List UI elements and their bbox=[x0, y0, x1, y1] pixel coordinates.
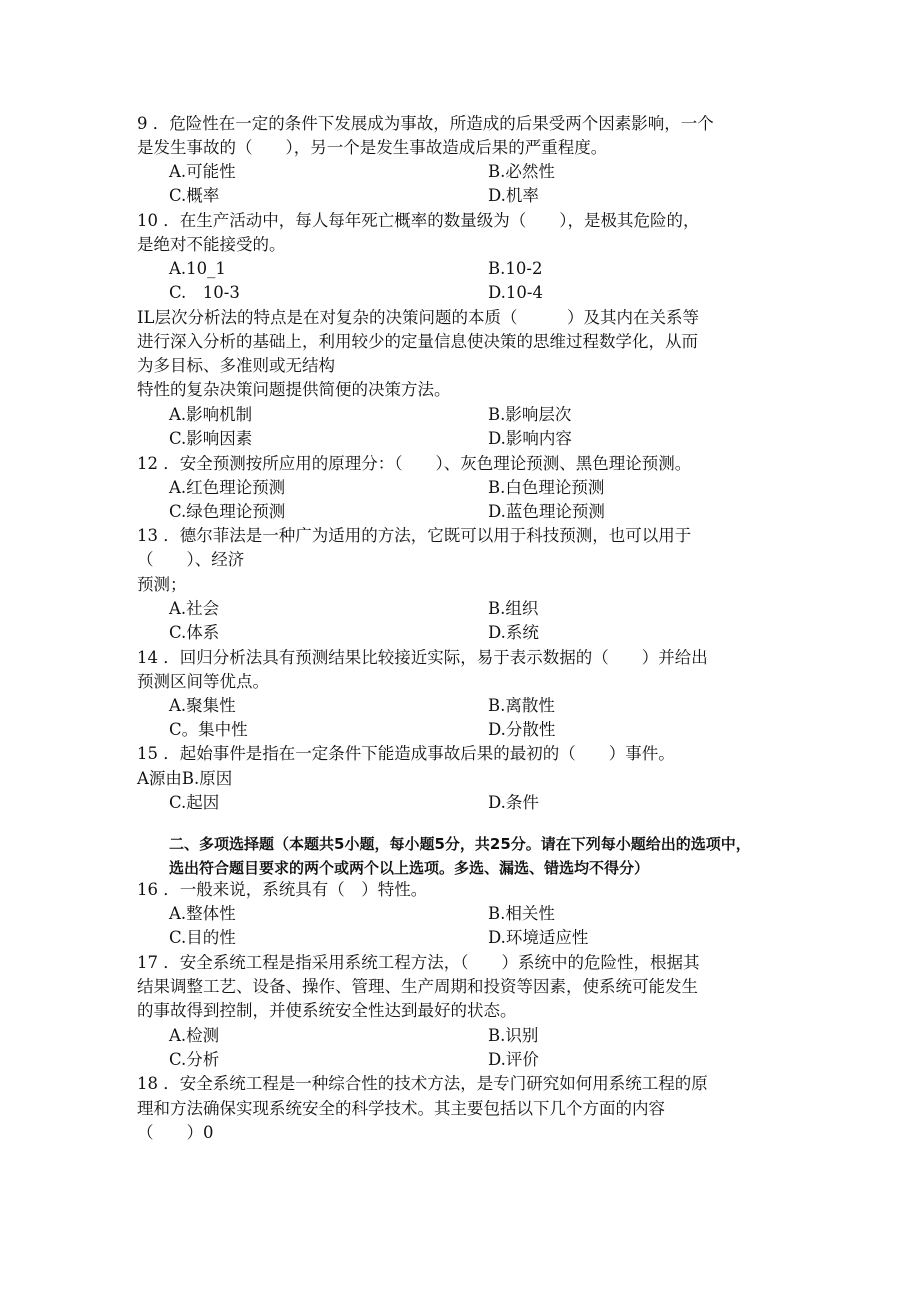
q11-option-a: A.影响机制 bbox=[169, 405, 253, 424]
q13-option-d: D.系统 bbox=[488, 623, 539, 642]
q10-stem-line-2: 是绝对不能接受的。 bbox=[137, 235, 286, 254]
q12-option-d: D.蓝色理论预测 bbox=[488, 502, 605, 521]
q11-stem-line-2: 进行深入分析的基础上，利用较少的定量信息使决策的思维过程数学化，从而 bbox=[137, 332, 698, 351]
q14-option-c: C。集中性 bbox=[169, 720, 248, 739]
q14-option-a: A.聚集性 bbox=[169, 696, 236, 715]
q13-option-b: B.组织 bbox=[488, 599, 539, 618]
q10-option-d: D.10-4 bbox=[488, 283, 543, 302]
q17-option-a: A.检测 bbox=[169, 1026, 220, 1045]
q9-stem-line-2: 是发生事故的（ ），另一个是发生事故造成后果的严重程度。 bbox=[137, 138, 608, 157]
q9-option-a: A.可能性 bbox=[169, 162, 236, 181]
section-2-heading-line-2: 选出符合题目要求的两个或两个以上选项。多选、漏选、错选均不得分） bbox=[169, 859, 650, 877]
q11-option-c: C.影响因素 bbox=[169, 429, 253, 448]
q11-stem-line-4: 特性的复杂决策问题提供简便的决策方法。 bbox=[137, 380, 451, 399]
q12-option-a: A.红色理论预测 bbox=[169, 478, 286, 497]
q15-option-c: C.起因 bbox=[169, 793, 220, 812]
q18-stem-line-1: 18 ．安全系统工程是一种综合性的技术方法，是专门研究如何用系统工程的原 bbox=[137, 1074, 708, 1093]
q16-option-c: C.目的性 bbox=[169, 928, 236, 947]
q15-options-ab: A源由B.原因 bbox=[137, 769, 233, 788]
q10-option-c: C. 10-3 bbox=[169, 283, 240, 302]
q17-option-b: B.识别 bbox=[488, 1026, 539, 1045]
q13-stem-line-3: 预测； bbox=[137, 575, 187, 594]
q12-option-c: C.绿色理论预测 bbox=[169, 502, 286, 521]
q18-stem-line-2: 理和方法确保实现系统安全的科学技术。其主要包括以下几个方面的内容 bbox=[137, 1099, 665, 1118]
q14-option-d: D.分散性 bbox=[488, 720, 556, 739]
q16-option-d: D.环境适应性 bbox=[488, 928, 589, 947]
q11-stem-line-1: IL层次分析法的特点是在对复杂的决策问题的本质（ ）及其内在关系等 bbox=[137, 308, 699, 327]
q16-option-b: B.相关性 bbox=[488, 904, 555, 923]
q15-stem-line-1: 15 ．起始事件是指在一定条件下能造成事故后果的最初的（ ）事件。 bbox=[137, 744, 675, 763]
q18-stem-line-3: （ ）0 bbox=[137, 1123, 214, 1142]
q13-stem-line-2: （ ）、经济 bbox=[137, 550, 245, 569]
q9-option-c: C.概率 bbox=[169, 186, 220, 205]
q14-stem-line-2: 预测区间等优点。 bbox=[137, 672, 269, 691]
q16-option-a: A.整体性 bbox=[169, 904, 236, 923]
q14-option-b: B.离散性 bbox=[488, 696, 555, 715]
q10-option-a: A.10_1 bbox=[169, 259, 226, 278]
q13-stem-line-1: 13 ．德尔菲法是一种广为适用的方法，它既可以用于科技预测，也可以用于 bbox=[137, 526, 692, 545]
q17-stem-line-1: 17 ．安全系统工程是指采用系统工程方法，（ ）系统中的危险性，根据其 bbox=[137, 953, 700, 972]
q9-option-d: D.机率 bbox=[488, 186, 539, 205]
q11-option-d: D.影响内容 bbox=[488, 429, 572, 448]
q15-option-d: D.条件 bbox=[488, 793, 539, 812]
q13-option-a: A.社会 bbox=[169, 599, 220, 618]
q9-option-b: B.必然性 bbox=[488, 162, 555, 181]
section-2-heading-line-1: 二、多项选择题（本题共5小题，每小题5分，共25分。请在下列每小题给出的选项中， bbox=[169, 835, 751, 853]
q17-option-d: D.评价 bbox=[488, 1050, 539, 1069]
q10-option-b: B.10-2 bbox=[488, 259, 543, 278]
q14-stem-line-1: 14 ．回归分析法具有预测结果比较接近实际，易于表示数据的（ ）并给出 bbox=[137, 648, 708, 667]
q10-stem-line-1: 10 ．在生产活动中，每人每年死亡概率的数量级为（ ），是极其危险的， bbox=[137, 211, 700, 230]
q17-stem-line-3: 的事故得到控制，并使系统安全性达到最好的状态。 bbox=[137, 1001, 517, 1020]
q17-stem-line-2: 结果调整工艺、设备、操作、管理、生产周期和投资等因素，使系统可能发生 bbox=[137, 977, 698, 996]
q16-stem-line-1: 16 ．一般来说，系统具有（ ）特性。 bbox=[137, 880, 428, 899]
q17-option-c: C.分析 bbox=[169, 1050, 220, 1069]
q12-option-b: B.白色理论预测 bbox=[488, 478, 605, 497]
q11-stem-line-3: 为多目标、多准则或无结构 bbox=[137, 356, 335, 375]
q11-option-b: B.影响层次 bbox=[488, 405, 572, 424]
q9-stem-line-1: 9 ．危险性在一定的条件下发展成为事故，所造成的后果受两个因素影响，一个 bbox=[137, 114, 714, 133]
q13-option-c: C.体系 bbox=[169, 623, 220, 642]
q12-stem-line-1: 12 ．安全预测按所应用的原理分：（ ）、灰色理论预测、黑色理论预测。 bbox=[137, 454, 692, 473]
